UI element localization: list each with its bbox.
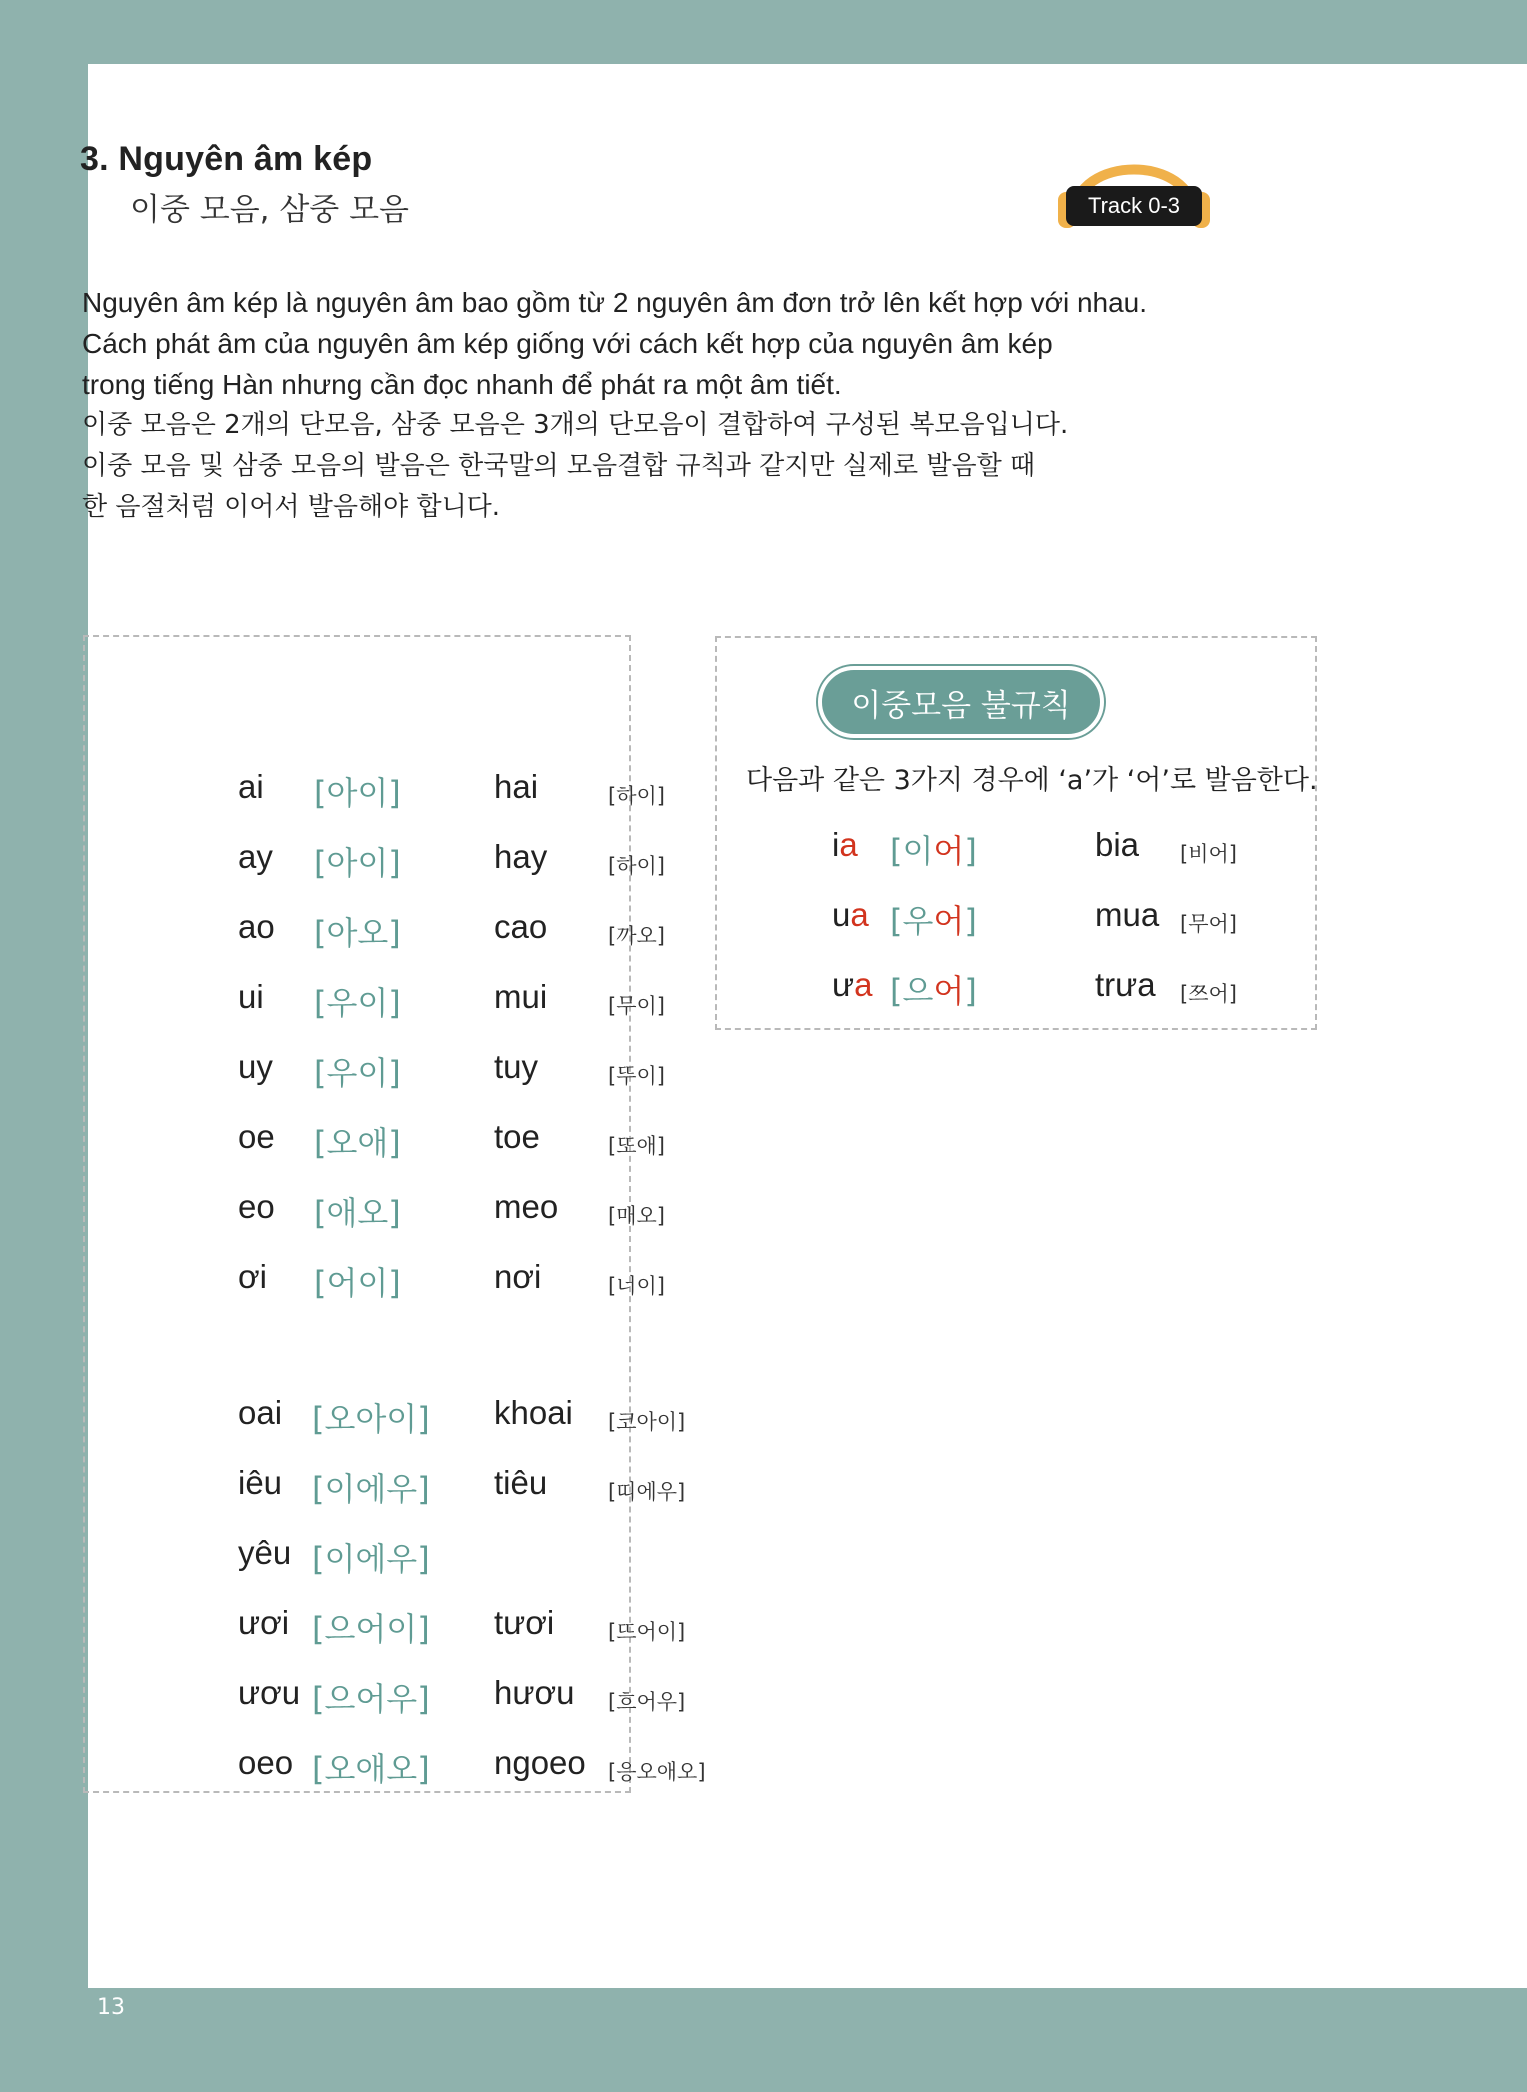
vowel-korean: [으어이] (312, 1610, 430, 1648)
table-row (0, 1188, 665, 1238)
ko-red: 어 (933, 832, 965, 870)
example-korean: [무어] (1180, 912, 1237, 936)
vowel-korean: [어이] (314, 1264, 401, 1302)
example-word: tiêu (494, 1464, 548, 1501)
vowel-korean: [오애] (314, 1124, 401, 1162)
bracket-close: ] (964, 832, 977, 870)
vowel-korean: [아오] (314, 914, 401, 952)
table-row (0, 1534, 430, 1584)
example-korean: [흐어우] (608, 1690, 686, 1714)
irregular-korean (890, 826, 977, 872)
vowel-red-a: a (854, 966, 873, 1003)
vowel: oeo (238, 1744, 294, 1781)
audio-track-badge[interactable] (1056, 134, 1212, 242)
example-word: tuy (494, 1048, 539, 1085)
vowel-korean: [우이] (314, 984, 401, 1022)
vowel: ui (238, 978, 264, 1015)
table-row (0, 1394, 686, 1444)
vowel-korean: [이에우] (312, 1470, 430, 1508)
vowel: ai (238, 768, 264, 805)
vowel-korean: [이에우] (312, 1540, 430, 1578)
vowel-korean: [오아이] (312, 1400, 430, 1438)
irregular-rule: 다음과 같은 3가지 경우에 ‘a’가 ‘어’로 발음한다. (746, 765, 1318, 796)
vowel-red-a: a (839, 826, 858, 863)
irregular-korean (890, 896, 977, 942)
table-row (0, 768, 665, 818)
vowel: ươu (238, 1674, 301, 1711)
example-word: ngoeo (494, 1744, 586, 1781)
ko-red: 어 (933, 972, 965, 1010)
table-row (0, 1464, 686, 1514)
example-word: toe (494, 1118, 540, 1155)
section-subtitle: 이중 모음, 삼중 모음 (130, 192, 409, 228)
intro-line: 이중 모음 및 삼중 모음의 발음은 한국말의 모음결합 규칙과 같지만 실제로 발음할 때 (82, 451, 1036, 481)
vowel: iêu (238, 1464, 283, 1501)
example-korean: [까오] (608, 924, 665, 948)
table-row (0, 1744, 706, 1794)
ko-base: 우 (902, 902, 934, 940)
vowel-korean: [으어우] (312, 1680, 430, 1718)
example-korean: [무이] (608, 994, 665, 1018)
example-word: hai (494, 768, 539, 805)
example-korean: [쯔어] (1180, 982, 1237, 1006)
bracket-close: ] (964, 902, 977, 940)
example-word: mui (494, 978, 548, 1015)
table-row (0, 1674, 686, 1724)
vowel-korean: [우이] (314, 1054, 401, 1092)
intro-text (82, 282, 1382, 528)
example-korean: [뚜이] (608, 1064, 665, 1088)
table-row (0, 1048, 665, 1098)
example-korean: [띠에우] (608, 1480, 686, 1504)
vowel-base: ư (832, 966, 855, 1003)
example-word: khoai (494, 1394, 573, 1431)
vowel: yêu (238, 1534, 292, 1571)
example-korean: [하이] (608, 784, 665, 808)
intro-line: 이중 모음은 2개의 단모음, 삼중 모음은 3개의 단모음이 결합하여 구성된 복모음입니다. (82, 410, 1069, 440)
example-korean: [코아이] (608, 1410, 686, 1434)
example-korean: [응오애오] (608, 1760, 706, 1784)
track-label: Track 0-3 (1066, 186, 1202, 226)
vowel: ơi (238, 1258, 267, 1295)
ko-base: 이 (902, 832, 934, 870)
vowel-korean: [오애오] (312, 1750, 430, 1788)
vowel: eo (238, 1188, 275, 1225)
example-korean: [비어] (1180, 842, 1237, 866)
example-korean: [하이] (608, 854, 665, 878)
vowel-red-a: a (850, 896, 869, 933)
example-word: mua (1095, 896, 1160, 933)
intro-line: 한 음절처럼 이어서 발음해야 합니다. (82, 492, 501, 522)
ko-base: 으 (902, 972, 934, 1010)
bracket-close: ] (964, 972, 977, 1010)
intro-line: Cách phát âm của nguyên âm kép giống với cách kết hợp của nguyên âm kép (82, 328, 1053, 359)
vowel: oe (238, 1118, 275, 1155)
irregular-heading: 이중모음 불규칙 (818, 666, 1104, 738)
example-word: cao (494, 908, 548, 945)
example-word: hươu (494, 1674, 575, 1711)
vowel-base: i (832, 826, 840, 863)
vowel-korean: [애오] (314, 1194, 401, 1232)
example-korean: [너이] (608, 1274, 665, 1298)
example-word: nơi (494, 1258, 542, 1295)
irregular-vowel (832, 896, 869, 934)
bracket-open: [ (890, 972, 903, 1010)
example-word: hay (494, 838, 548, 875)
vowel: ao (238, 908, 275, 945)
vowel: uy (238, 1048, 273, 1085)
intro-line: Nguyên âm kép là nguyên âm bao gồm từ 2 nguyên âm đơn trở lên kết hợp với nhau. (82, 287, 1148, 318)
table-row (0, 1118, 665, 1168)
vowel: ay (238, 838, 273, 875)
example-korean: [뜨어이] (608, 1620, 686, 1644)
irregular-korean (890, 966, 977, 1012)
vowel-base: u (832, 896, 851, 933)
vowel: oai (238, 1394, 283, 1431)
vowel: ươi (238, 1604, 290, 1641)
intro-line: trong tiếng Hàn nhưng cần đọc nhanh để phát ra một âm tiết. (82, 369, 842, 400)
ko-red: 어 (933, 902, 965, 940)
irregular-vowel (832, 966, 872, 1004)
page-number: 13 (97, 1995, 125, 2020)
example-word: meo (494, 1188, 559, 1225)
example-word: bia (1095, 826, 1140, 863)
example-word: trưa (1095, 966, 1156, 1003)
table-row (0, 1258, 665, 1308)
example-word: tươi (494, 1604, 555, 1641)
vowel-korean: [아이] (314, 774, 401, 812)
table-row (0, 1604, 686, 1654)
section-title: 3. Nguyên âm kép (80, 140, 373, 178)
irregular-vowel (832, 826, 858, 864)
bracket-open: [ (890, 832, 903, 870)
example-korean: [매오] (608, 1204, 665, 1228)
bracket-open: [ (890, 902, 903, 940)
vowel-korean: [아이] (314, 844, 401, 882)
example-korean: [또애] (608, 1134, 665, 1158)
